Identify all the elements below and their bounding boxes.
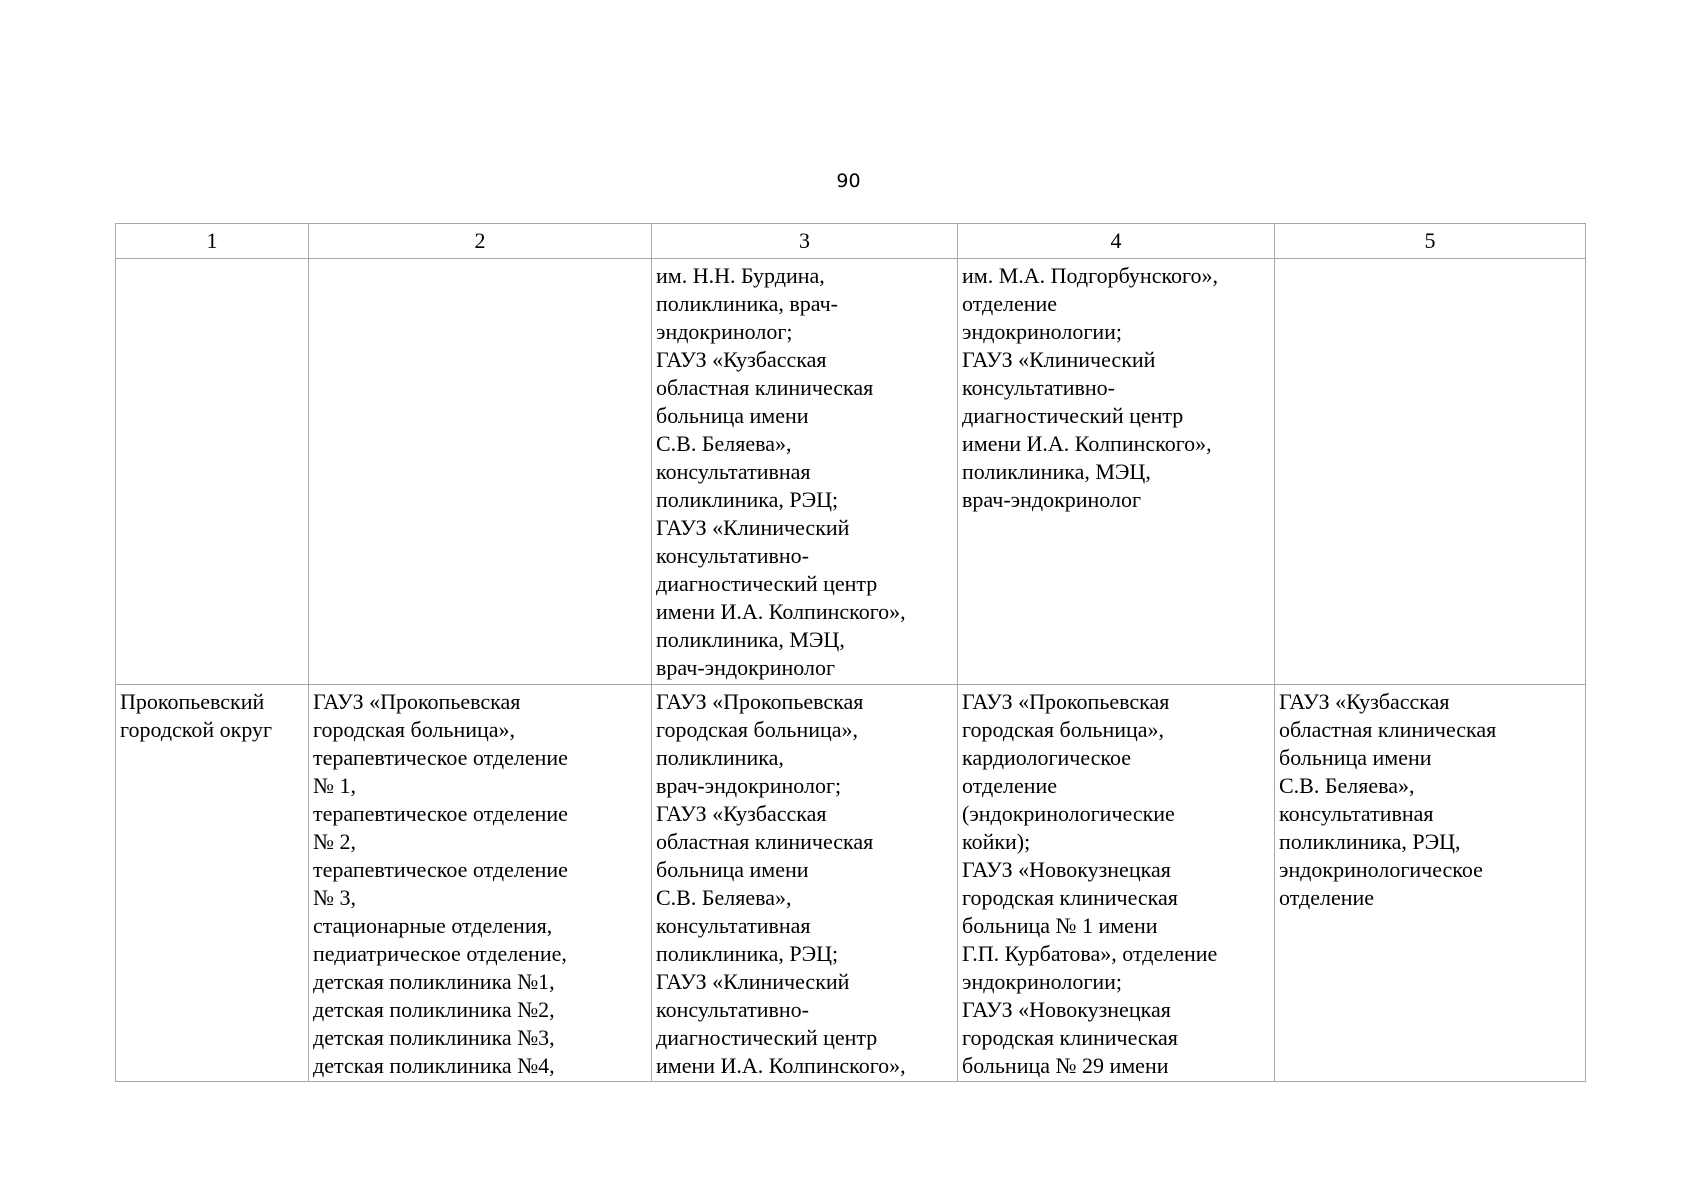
table-cell: ГАУЗ «Прокопьевская городская больница», терапевтическое отделение № 1, терапевтическое отделение № 2, терапевтическое отделение № 3, стационарные отделения, педиатрическое отделение, детская поликлиника №1, детская поликлиника №2, детская поликлиника №3, детская поликлиника №4, [309,685,652,1082]
column-header-5: 5 [1275,224,1586,259]
table-row [116,685,1586,1082]
table-row [116,259,1586,685]
table-cell: им. М.А. Подгорбунского», отделение эндокринологии; ГАУЗ «Клинический консультативно- диагностический центр имени И.А. Колпинского», поликлиника, МЭЦ, врач-эндокринолог [958,259,1275,685]
table-cell: ГАУЗ «Кузбасская областная клиническая больница имени С.В. Беляева», консультативная поликлиника, РЭЦ, эндокринологическое отделение [1275,685,1586,1082]
table-cell [116,259,309,685]
table-cell [309,259,652,685]
column-header-3: 3 [652,224,958,259]
table-cell: Прокопьевский городской округ [116,685,309,1082]
table-cell: ГАУЗ «Прокопьевская городская больница», поликлиника, врач-эндокринолог; ГАУЗ «Кузбасская областная клиническая больница имени С.В. Беляева», консультативная поликлиника, РЭЦ; ГАУЗ «Клинический консультативно- диагностический центр имени И.А. Колпинского», [652,685,958,1082]
table-cell [1275,259,1586,685]
table-cell: им. Н.Н. Бурдина, поликлиника, врач- эндокринолог; ГАУЗ «Кузбасская областная клиническая больница имени С.В. Беляева», консультативная поликлиника, РЭЦ; ГАУЗ «Клинический консультативно- диагностический центр имени И.А. Колпинского», поликлиника, МЭЦ, врач-эндокринолог [652,259,958,685]
column-header-4: 4 [958,224,1275,259]
column-header-2: 2 [309,224,652,259]
table-header-row [116,224,1586,259]
column-header-1: 1 [116,224,309,259]
table-cell: ГАУЗ «Прокопьевская городская больница», кардиологическое отделение (эндокринологические койки); ГАУЗ «Новокузнецкая городская клиническая больница № 1 имени Г.П. Курбатова», отделение эндокринологии; ГАУЗ «Новокузнецкая городская клиническая больница № 29 имени [958,685,1275,1082]
document-table [115,223,1586,1082]
page-number: 90 [836,170,861,192]
